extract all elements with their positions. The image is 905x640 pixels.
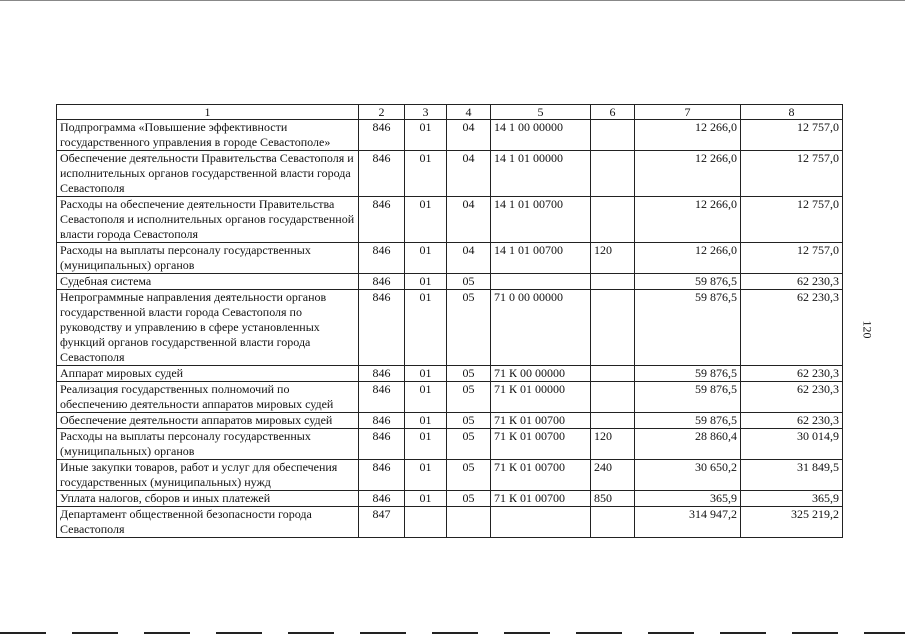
header-cell-8: 8 xyxy=(741,105,843,120)
row-amount-year2-cell: 325 219,2 xyxy=(741,507,843,538)
row-pr-cell: 05 xyxy=(447,429,491,460)
row-rz-cell: 01 xyxy=(405,366,447,382)
budget-table xyxy=(56,104,843,538)
row-ved-cell: 846 xyxy=(359,151,405,197)
row-amount-year2-cell: 62 230,3 xyxy=(741,290,843,366)
row-vr-cell xyxy=(591,382,635,413)
row-csr-cell: 71 К 01 00700 xyxy=(491,460,591,491)
table-row xyxy=(57,120,843,151)
row-vr-cell xyxy=(591,197,635,243)
top-rule xyxy=(0,0,905,1)
row-csr-cell: 14 1 00 00000 xyxy=(491,120,591,151)
row-amount-year1-cell: 12 266,0 xyxy=(635,151,741,197)
row-csr-cell: 71 К 01 00700 xyxy=(491,413,591,429)
row-rz-cell: 01 xyxy=(405,151,447,197)
table-row xyxy=(57,413,843,429)
row-name-cell: Обеспечение деятельности аппаратов мировых судей xyxy=(57,413,359,429)
row-name-cell: Подпрограмма «Повышение эффективности государственного управления в городе Севастополе» xyxy=(57,120,359,151)
row-amount-year1-cell: 59 876,5 xyxy=(635,382,741,413)
header-cell-4: 4 xyxy=(447,105,491,120)
row-pr-cell: 04 xyxy=(447,151,491,197)
header-cell-6: 6 xyxy=(591,105,635,120)
row-rz-cell: 01 xyxy=(405,429,447,460)
row-rz-cell: 01 xyxy=(405,290,447,366)
row-ved-cell: 846 xyxy=(359,290,405,366)
row-name-cell: Аппарат мировых судей xyxy=(57,366,359,382)
row-rz-cell: 01 xyxy=(405,491,447,507)
row-pr-cell: 04 xyxy=(447,243,491,274)
table-row xyxy=(57,491,843,507)
row-amount-year2-cell: 365,9 xyxy=(741,491,843,507)
row-amount-year1-cell: 30 650,2 xyxy=(635,460,741,491)
table-row xyxy=(57,243,843,274)
header-cell-5: 5 xyxy=(491,105,591,120)
row-vr-cell xyxy=(591,290,635,366)
row-pr-cell: 05 xyxy=(447,366,491,382)
row-ved-cell: 846 xyxy=(359,413,405,429)
row-csr-cell: 71 К 01 00700 xyxy=(491,491,591,507)
row-pr-cell: 05 xyxy=(447,290,491,366)
row-amount-year1-cell: 59 876,5 xyxy=(635,413,741,429)
row-name-cell: Департамент общественной безопасности города Севастополя xyxy=(57,507,359,538)
table-row xyxy=(57,366,843,382)
row-rz-cell: 01 xyxy=(405,274,447,290)
table-row xyxy=(57,507,843,538)
row-ved-cell: 846 xyxy=(359,491,405,507)
table-row xyxy=(57,382,843,413)
row-vr-cell: 240 xyxy=(591,460,635,491)
page-number: 120 xyxy=(860,320,875,339)
row-name-cell: Уплата налогов, сборов и иных платежей xyxy=(57,491,359,507)
row-rz-cell: 01 xyxy=(405,413,447,429)
row-vr-cell xyxy=(591,120,635,151)
row-vr-cell: 120 xyxy=(591,429,635,460)
row-rz-cell: 01 xyxy=(405,120,447,151)
table-row xyxy=(57,151,843,197)
row-ved-cell: 846 xyxy=(359,460,405,491)
row-csr-cell: 71 К 01 00000 xyxy=(491,382,591,413)
table-row xyxy=(57,197,843,243)
row-amount-year1-cell: 12 266,0 xyxy=(635,120,741,151)
row-ved-cell: 846 xyxy=(359,243,405,274)
row-ved-cell: 846 xyxy=(359,197,405,243)
header-cell-2: 2 xyxy=(359,105,405,120)
row-vr-cell xyxy=(591,413,635,429)
table-row xyxy=(57,429,843,460)
row-amount-year2-cell: 62 230,3 xyxy=(741,274,843,290)
row-vr-cell xyxy=(591,366,635,382)
row-ved-cell: 846 xyxy=(359,429,405,460)
row-amount-year2-cell: 62 230,3 xyxy=(741,382,843,413)
table-row xyxy=(57,274,843,290)
header-cell-3: 3 xyxy=(405,105,447,120)
row-ved-cell: 846 xyxy=(359,382,405,413)
row-csr-cell: 14 1 01 00700 xyxy=(491,243,591,274)
row-name-cell: Реализация государственных полномочий по обеспечению деятельности аппаратов мировых судей xyxy=(57,382,359,413)
row-vr-cell: 120 xyxy=(591,243,635,274)
row-pr-cell: 04 xyxy=(447,197,491,243)
row-vr-cell xyxy=(591,507,635,538)
row-amount-year1-cell: 314 947,2 xyxy=(635,507,741,538)
row-amount-year1-cell: 12 266,0 xyxy=(635,243,741,274)
header-cell-1: 1 xyxy=(57,105,359,120)
row-csr-cell: 71 К 01 00700 xyxy=(491,429,591,460)
row-amount-year1-cell: 28 860,4 xyxy=(635,429,741,460)
row-rz-cell: 01 xyxy=(405,460,447,491)
row-amount-year1-cell: 365,9 xyxy=(635,491,741,507)
row-amount-year2-cell: 31 849,5 xyxy=(741,460,843,491)
row-csr-cell: 71 К 00 00000 xyxy=(491,366,591,382)
row-pr-cell: 04 xyxy=(447,120,491,151)
row-ved-cell: 846 xyxy=(359,274,405,290)
row-pr-cell: 05 xyxy=(447,491,491,507)
row-name-cell: Расходы на выплаты персоналу государственных (муниципальных) органов xyxy=(57,429,359,460)
row-pr-cell: 05 xyxy=(447,382,491,413)
row-pr-cell: 05 xyxy=(447,460,491,491)
row-name-cell: Иные закупки товаров, работ и услуг для обеспечения государственных (муниципальных) нужд xyxy=(57,460,359,491)
row-vr-cell xyxy=(591,151,635,197)
row-vr-cell: 850 xyxy=(591,491,635,507)
row-rz-cell: 01 xyxy=(405,382,447,413)
header-cell-7: 7 xyxy=(635,105,741,120)
bottom-dashed-rule xyxy=(0,632,905,634)
table-row xyxy=(57,290,843,366)
row-name-cell: Судебная система xyxy=(57,274,359,290)
row-amount-year2-cell: 12 757,0 xyxy=(741,243,843,274)
row-rz-cell: 01 xyxy=(405,243,447,274)
row-name-cell: Расходы на выплаты персоналу государственных (муниципальных) органов xyxy=(57,243,359,274)
row-rz-cell: 01 xyxy=(405,197,447,243)
row-vr-cell xyxy=(591,274,635,290)
row-pr-cell: 05 xyxy=(447,274,491,290)
row-amount-year1-cell: 59 876,5 xyxy=(635,274,741,290)
row-name-cell: Расходы на обеспечение деятельности Правительства Севастополя и исполнительных органов государственной власти города Севастополя xyxy=(57,197,359,243)
row-ved-cell: 846 xyxy=(359,120,405,151)
row-amount-year2-cell: 12 757,0 xyxy=(741,197,843,243)
row-amount-year2-cell: 62 230,3 xyxy=(741,413,843,429)
row-pr-cell xyxy=(447,507,491,538)
row-amount-year1-cell: 12 266,0 xyxy=(635,197,741,243)
row-ved-cell: 847 xyxy=(359,507,405,538)
row-amount-year2-cell: 12 757,0 xyxy=(741,120,843,151)
row-name-cell: Обеспечение деятельности Правительства Севастополя и исполнительных органов государственной власти города Севастополя xyxy=(57,151,359,197)
row-amount-year2-cell: 12 757,0 xyxy=(741,151,843,197)
row-csr-cell: 14 1 01 00700 xyxy=(491,197,591,243)
row-csr-cell xyxy=(491,507,591,538)
header-row xyxy=(57,105,843,120)
row-pr-cell: 05 xyxy=(447,413,491,429)
row-name-cell: Непрограммные направления деятельности органов государственной власти города Севастополя по руководству и управлению в сфере установленных функций органов государственной власти города Севастополя xyxy=(57,290,359,366)
row-csr-cell: 71 0 00 00000 xyxy=(491,290,591,366)
row-amount-year1-cell: 59 876,5 xyxy=(635,366,741,382)
row-csr-cell xyxy=(491,274,591,290)
row-amount-year2-cell: 30 014,9 xyxy=(741,429,843,460)
row-csr-cell: 14 1 01 00000 xyxy=(491,151,591,197)
row-rz-cell xyxy=(405,507,447,538)
row-amount-year1-cell: 59 876,5 xyxy=(635,290,741,366)
row-amount-year2-cell: 62 230,3 xyxy=(741,366,843,382)
table-row xyxy=(57,460,843,491)
row-ved-cell: 846 xyxy=(359,366,405,382)
